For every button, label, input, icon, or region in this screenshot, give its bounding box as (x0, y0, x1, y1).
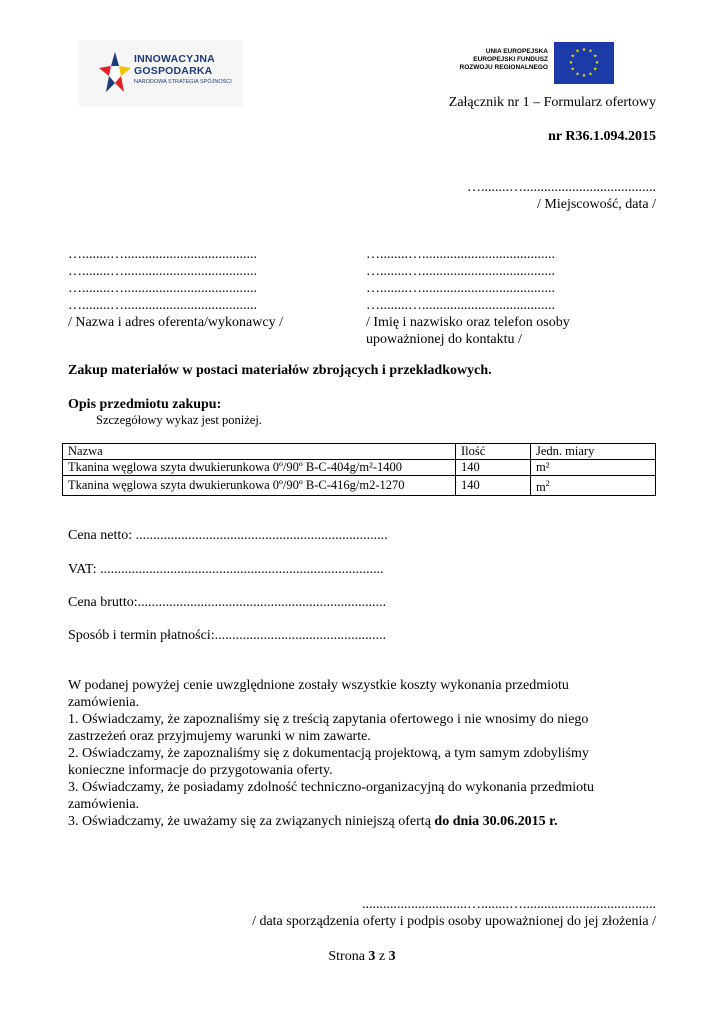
price-vat[interactable]: VAT: ................................................................................. (68, 562, 384, 577)
svg-text:★: ★ (581, 73, 587, 79)
row-unit-base: m (536, 480, 546, 495)
statement-1-line-2: zastrzeżeń oraz przyjmujemy warunki w nim zawarte. (68, 729, 371, 744)
statement-1-line-1: 1. Oświadczamy, że zapoznaliśmy się z treścią zapytania ofertowego i nie wnosimy do niego (68, 712, 589, 727)
header-name: Nazwa (63, 444, 456, 460)
row-qty: 140 (456, 460, 531, 476)
statements-block (68, 677, 668, 830)
row-unit (531, 476, 656, 496)
eu-logo-text (452, 48, 548, 72)
header-qty: Ilość (456, 444, 531, 460)
price-netto[interactable]: Cena netto: ........................................................................ (68, 528, 388, 543)
svg-text:★: ★ (575, 71, 580, 78)
document-number: nr R36.1.094.2015 (548, 129, 656, 144)
description-subtitle: Szczegółowy wykaz jest poniżej. (96, 413, 262, 427)
eu-flag-icon (554, 42, 614, 84)
row-qty: 140 (456, 476, 531, 496)
table-header-row (63, 444, 656, 460)
statement-2-line-2: konieczne informacje do przygotowania oferty. (68, 763, 333, 778)
signature-dots[interactable]: ..............................…........…...................................... (362, 897, 656, 912)
items-table (62, 443, 656, 496)
contact-line[interactable]: …........…...................................... (366, 298, 555, 313)
row-name: Tkanina węglowa szyta dwukierunkowa 0º/90º B-C-416g/m2-1270 (63, 476, 456, 496)
place-date-dots[interactable]: …........…...................................... (467, 180, 656, 195)
page-total: 3 (388, 949, 396, 964)
statement-2-line-1: 2. Oświadczamy, że zapoznaliśmy się z dokumentacją projektową, a tym samym zdobyliśmy (68, 746, 589, 761)
svg-text:★: ★ (592, 66, 598, 73)
svg-text:★: ★ (570, 53, 576, 60)
table-row (63, 460, 656, 476)
row-unit: m² (531, 460, 656, 476)
description-title: Opis przedmiotu zakupu: (68, 397, 222, 412)
svg-text:★: ★ (588, 48, 593, 55)
of-word: z (378, 949, 386, 964)
contact-label-line-2: upoważnionej do kontaktu / (366, 332, 522, 347)
price-brutto[interactable]: Cena brutto:....................................................................... (68, 595, 387, 610)
contact-block (366, 246, 656, 348)
table-row (63, 476, 656, 496)
offeror-line[interactable]: …........…...................................... (68, 264, 257, 279)
offeror-line[interactable]: …........…...................................... (68, 281, 257, 296)
eu-line-3: ROZWOJU REGIONALNEGO (459, 64, 548, 71)
statement-intro-2: zamówienia. (68, 695, 140, 710)
eu-line-1: UNIA EUROPEJSKA (485, 48, 548, 55)
logo-line-2: GOSPODARKA (134, 65, 213, 77)
statement-3-line-2: zamówienia. (68, 797, 140, 812)
row-unit-sup: 2 (545, 479, 550, 488)
svg-text:★: ★ (581, 47, 587, 53)
offeror-label: / Nazwa i adres oferenta/wykonawcy / (68, 315, 283, 330)
signature-label: / data sporządzenia oferty i podpis osoby upoważnionej do jej złożenia / (252, 914, 656, 929)
logo-line-1: INNOWACYJNA (134, 53, 215, 65)
row-name: Tkanina węglowa szyta dwukierunkowa 0º/90º B-C-404g/m²-1400 (63, 460, 456, 476)
subject-title: Zakup materiałów w postaci materiałów zbrojących i przekładkowych. (68, 363, 492, 378)
statement-4-text: 3. Oświadczamy, że uważamy się za związanych niniejszą ofertą (68, 814, 435, 829)
offeror-block (68, 246, 328, 331)
payment-terms[interactable]: Sposób i termin płatności:................................................. (68, 628, 387, 643)
statement-intro-1: W podanej powyżej cenie uwzględnione zostały wszystkie koszty wykonania przedmiotu (68, 678, 569, 693)
header-unit: Jedn. miary (531, 444, 656, 460)
svg-text:★: ★ (592, 53, 598, 60)
logo-line-3: NARODOWA STRATEGIA SPÓJNOŚCI (134, 79, 232, 85)
svg-text:★: ★ (568, 60, 574, 66)
contact-line[interactable]: …........…...................................... (366, 264, 555, 279)
page-number: 3 (368, 949, 376, 964)
annex-title: Załącznik nr 1 – Formularz ofertowy (448, 95, 656, 110)
svg-text:★: ★ (588, 71, 593, 78)
contact-line[interactable]: …........…...................................... (366, 247, 555, 262)
innowacyjna-gospodarka-logo (78, 40, 243, 106)
statement-4-deadline: do dnia 30.06.2015 r. (434, 814, 558, 829)
page-footer (0, 948, 724, 965)
statement-3-line-1: 3. Oświadczamy, że posiadamy zdolność techniczno-organizacyjną do wykonania przedmiotu (68, 780, 594, 795)
eu-line-2: EUROPEJSKI FUNDUSZ (473, 56, 548, 63)
offeror-line[interactable]: …........…...................................... (68, 298, 257, 313)
logo-star-icon (98, 50, 132, 96)
offeror-line[interactable]: …........…...................................... (68, 247, 257, 262)
svg-text:★: ★ (575, 48, 580, 55)
contact-line[interactable]: …........…...................................... (366, 281, 555, 296)
contact-label-line-1: / Imię i nazwisko oraz telefon osoby (366, 315, 570, 330)
statement-4 (68, 813, 668, 830)
page-word: Strona (328, 949, 365, 964)
place-date-label: / Miejscowość, data / (537, 197, 656, 212)
svg-text:★: ★ (594, 60, 600, 66)
svg-text:★: ★ (570, 66, 576, 73)
